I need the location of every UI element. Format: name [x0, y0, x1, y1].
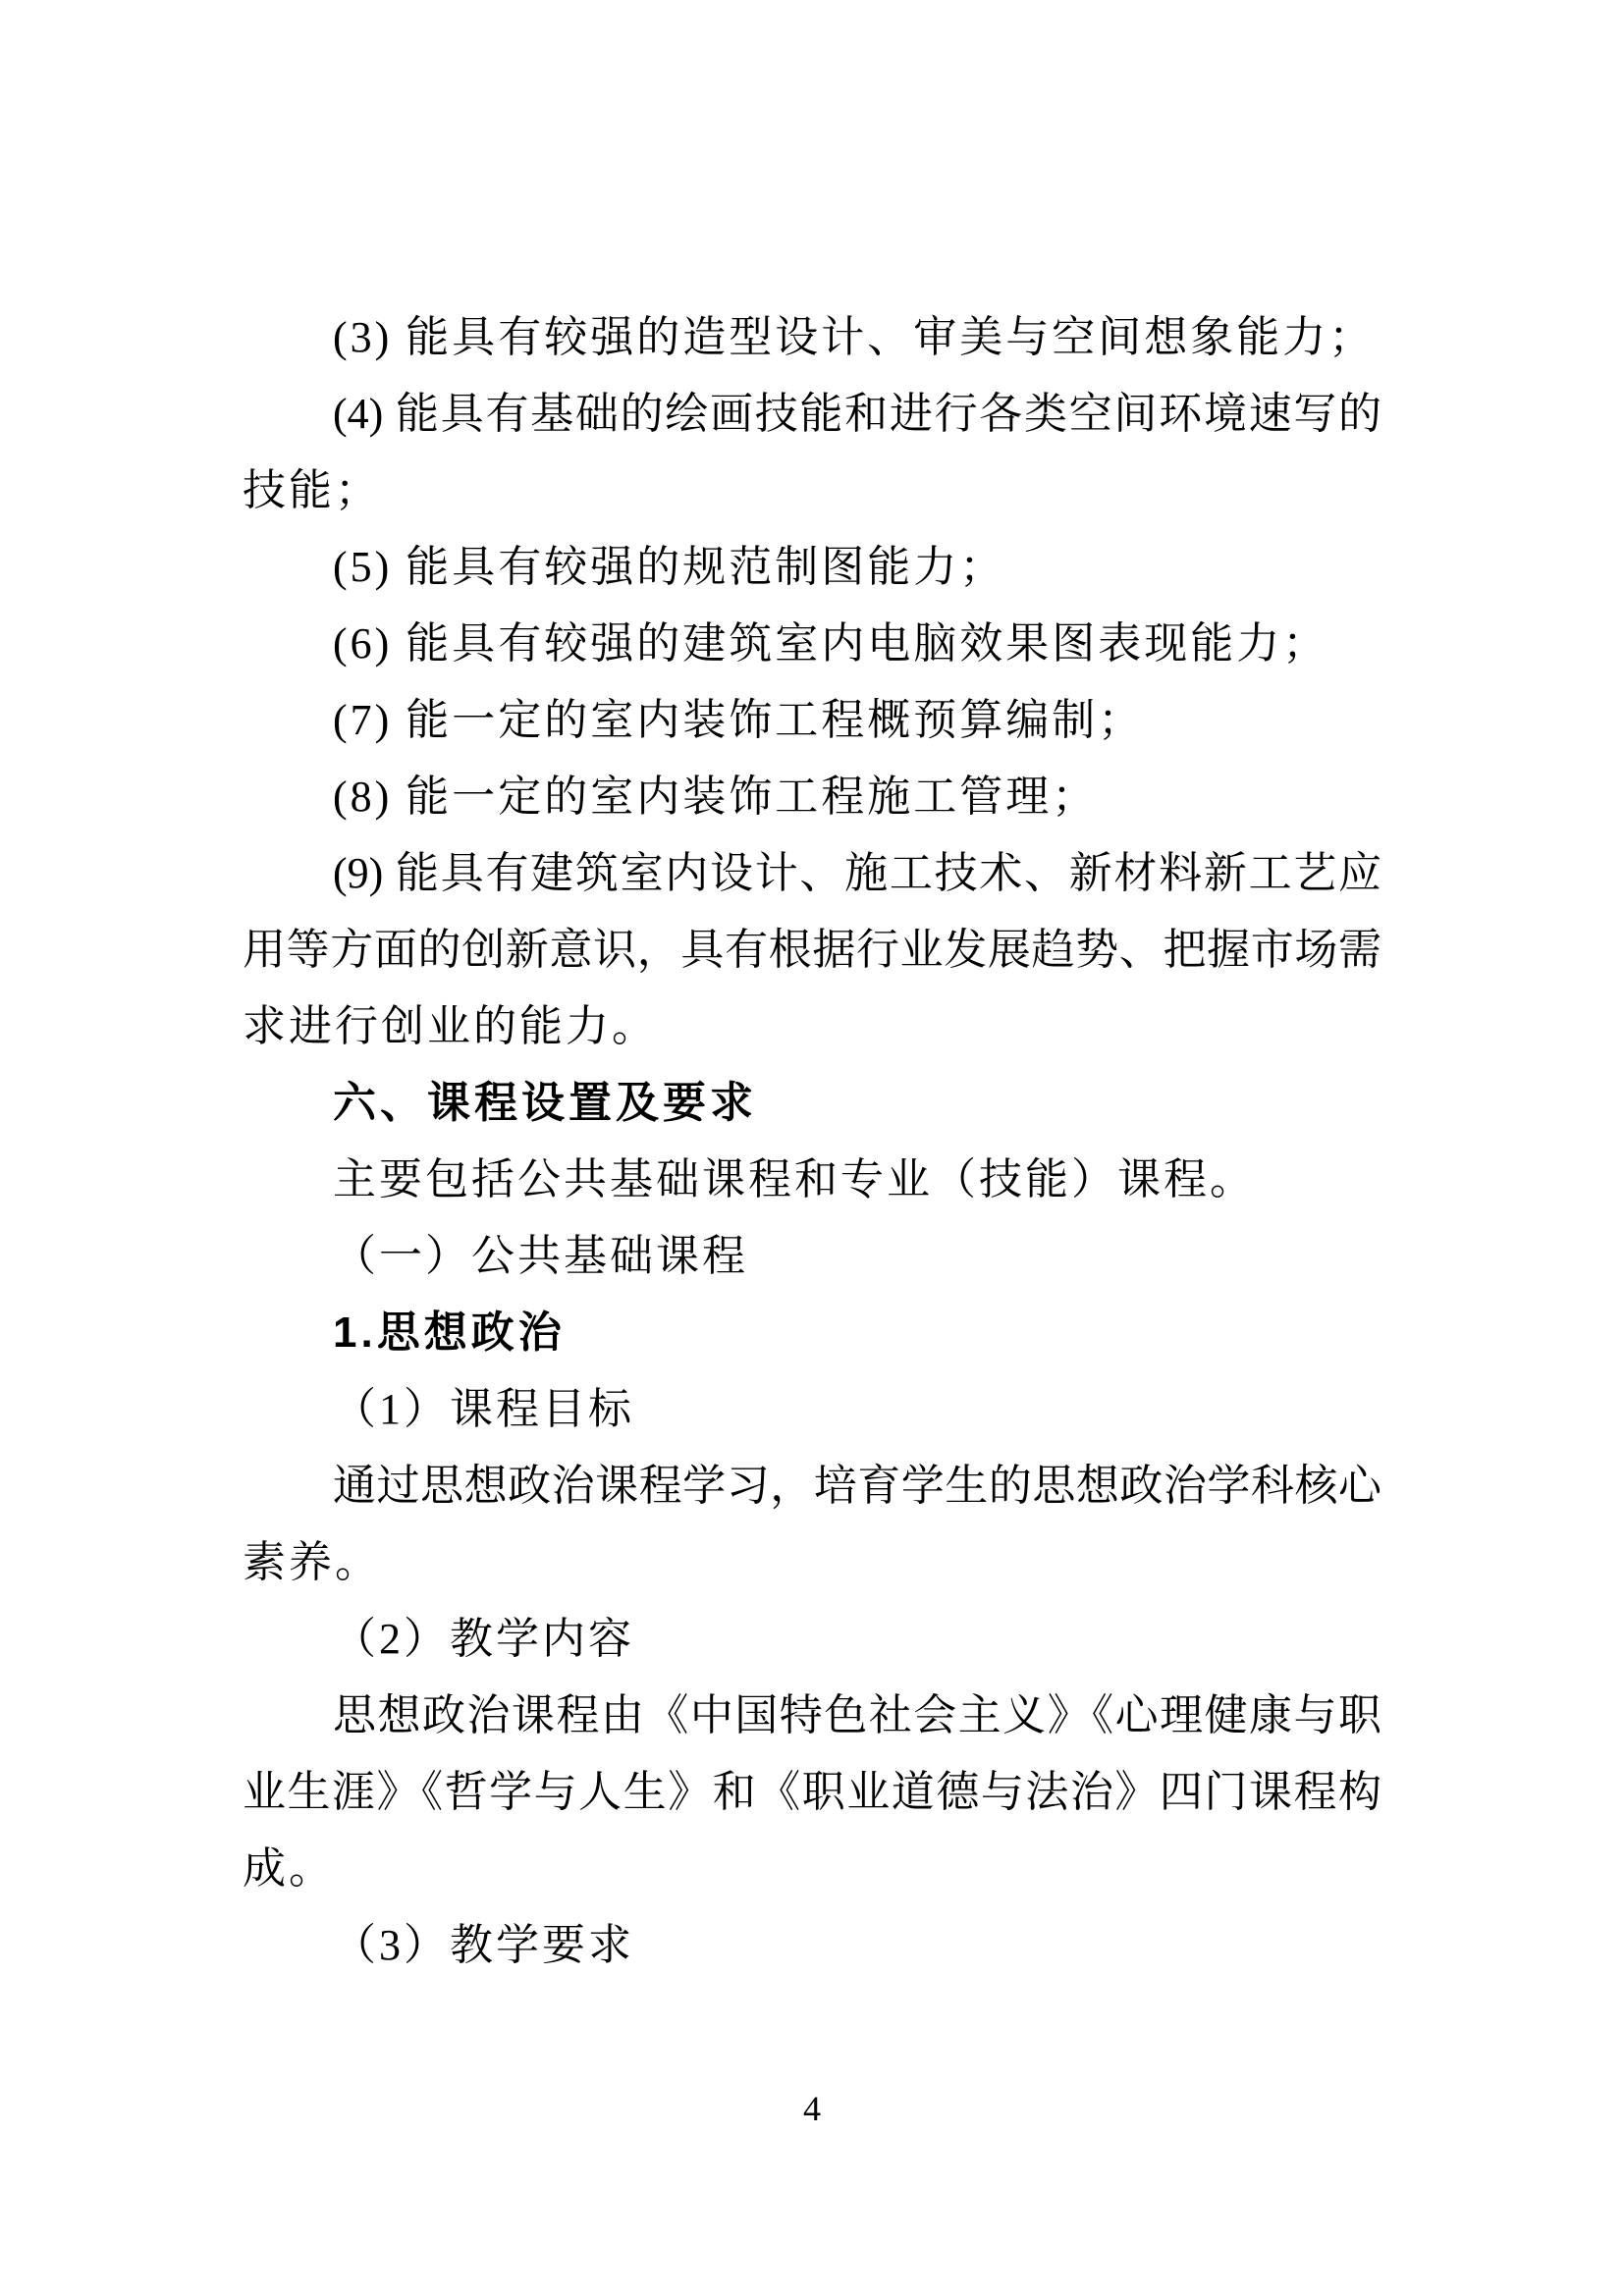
text-line-item-3: (3) 能具有较强的造型设计、审美与空间想象能力； [333, 313, 1376, 361]
text-line-item-8: (8) 能一定的室内装饰工程施工管理； [333, 773, 1099, 821]
heading-public-basic-courses: （一）公共基础课程 [333, 1232, 748, 1280]
page-number: 4 [803, 2089, 821, 2128]
text-line-item-9-cont-1: 用等方面的创新意识，具有根据行业发展趋势、把握市场需 [243, 926, 1381, 974]
document-body [243, 299, 1381, 1984]
text-line-item-9-cont-2: 求进行创业的能力。 [243, 1002, 658, 1050]
text-line-course-goal-1: 通过思想政治课程学习，培育学生的思想政治学科核心 [333, 1462, 1381, 1510]
heading-ideological-politics: 1.思想政治 [333, 1308, 566, 1357]
text-line-item-5: (5) 能具有较强的规范制图能力； [333, 543, 1006, 591]
text-line-course-goal-2: 素养。 [243, 1538, 381, 1586]
text-line-teaching-content-3: 成。 [243, 1844, 335, 1893]
text-line-item-4: (4) 能具有基础的绘画技能和进行各类空间环境速写的 [333, 390, 1381, 438]
text-line-course-goal-label: （1）课程目标 [333, 1385, 634, 1433]
text-line-teaching-content-1: 思想政治课程由《中国特色社会主义》《心理健康与职 [333, 1691, 1381, 1739]
text-line-item-7: (7) 能一定的室内装饰工程概预算编制； [333, 696, 1145, 744]
text-line-teaching-require-label: （3）教学要求 [333, 1921, 634, 1969]
text-line-section-intro: 主要包括公共基础课程和专业（技能）课程。 [333, 1155, 1256, 1203]
text-line-item-6: (6) 能具有较强的建筑室内电脑效果图表现能力； [333, 619, 1329, 667]
text-line-teaching-content-2: 业生涯》《哲学与人生》和《职业道德与法治》四门课程构 [243, 1768, 1381, 1816]
text-line-teaching-content-label: （2）教学内容 [333, 1615, 634, 1663]
text-line-item-9: (9) 能具有建筑室内设计、施工技术、新材料新工艺应 [333, 849, 1381, 897]
heading-section-6: 六、课程设置及要求 [333, 1079, 757, 1127]
text-line-item-4-cont: 技能； [243, 466, 381, 514]
